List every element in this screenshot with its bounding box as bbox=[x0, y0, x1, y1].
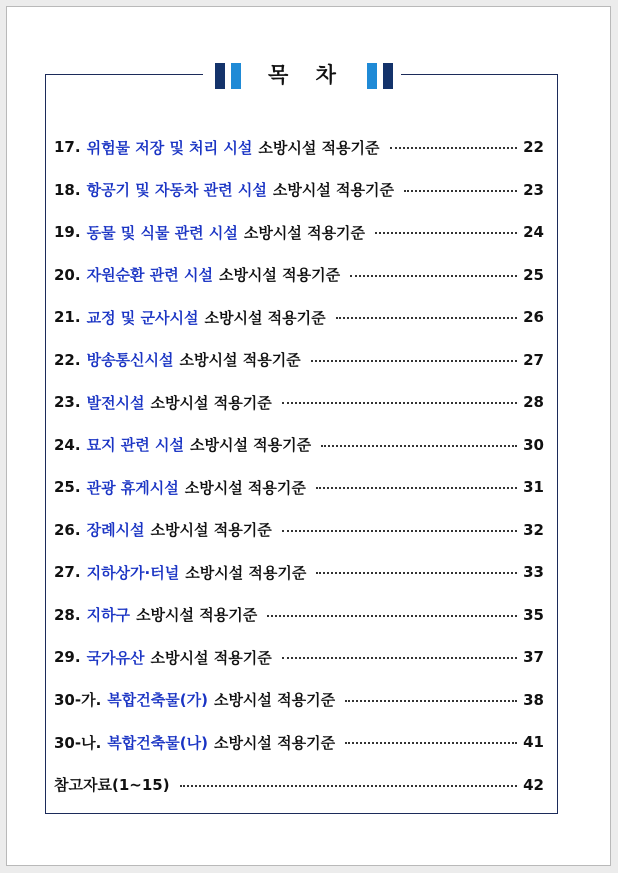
toc-entry[interactable] bbox=[54, 721, 544, 764]
entry-topic: 관광 휴게시설 bbox=[86, 478, 179, 497]
dot-leader bbox=[404, 190, 517, 192]
dot-leader bbox=[345, 742, 517, 744]
entry-number: 22. bbox=[54, 350, 81, 369]
entry-topic: 자원순환 관련 시설 bbox=[86, 266, 213, 285]
dot-leader bbox=[282, 530, 517, 532]
decorative-bar-dark-left bbox=[215, 63, 225, 89]
dot-leader bbox=[267, 615, 517, 617]
entry-topic: 방송통신시설 bbox=[86, 351, 174, 370]
dot-leader bbox=[316, 572, 517, 574]
entry-suffix: 소방시설 적용기준 bbox=[204, 308, 326, 327]
entry-suffix: 소방시설 적용기준 bbox=[218, 266, 341, 285]
toc-entry[interactable] bbox=[54, 339, 544, 382]
dot-leader bbox=[336, 317, 518, 319]
entry-suffix: 소방시설 적용기준 bbox=[150, 521, 272, 540]
entry-number: 17. bbox=[54, 138, 81, 157]
toc-header bbox=[45, 60, 558, 90]
entry-number: 26. bbox=[54, 520, 81, 539]
toc-entry[interactable] bbox=[54, 636, 544, 679]
entry-suffix: 소방시설 적용기준 bbox=[136, 606, 258, 625]
entry-topic: 지하상가·터널 bbox=[86, 563, 180, 582]
entry-page-number: 32 bbox=[523, 520, 544, 539]
entry-page-number: 37 bbox=[523, 648, 544, 667]
entry-suffix: 소방시설 적용기준 bbox=[179, 351, 301, 370]
entry-page-number: 27 bbox=[523, 350, 544, 369]
entry-page-number: 28 bbox=[523, 393, 544, 412]
toc-entry-references[interactable] bbox=[54, 764, 544, 807]
entry-topic: 지하구 bbox=[86, 606, 131, 625]
entry-page-number: 41 bbox=[523, 733, 544, 752]
dot-leader bbox=[345, 700, 517, 702]
entry-topic: 묘지 관련 시설 bbox=[86, 436, 184, 455]
toc-entry[interactable] bbox=[54, 509, 544, 552]
entry-suffix: 소방시설 적용기준 bbox=[189, 436, 312, 455]
entry-number: 18. bbox=[54, 180, 81, 199]
toc-entry[interactable] bbox=[54, 424, 544, 467]
dot-leader bbox=[390, 147, 518, 149]
toc-entry[interactable] bbox=[54, 296, 544, 339]
entry-suffix: 소방시설 적용기준 bbox=[150, 393, 272, 412]
entry-number: 24. bbox=[54, 435, 81, 454]
dot-leader bbox=[321, 445, 517, 447]
entry-number: 20. bbox=[54, 265, 81, 284]
entry-page-number: 35 bbox=[523, 605, 544, 624]
dot-leader bbox=[350, 275, 517, 277]
toc-entry[interactable] bbox=[54, 169, 544, 212]
toc-entry[interactable] bbox=[54, 126, 544, 169]
toc-entry[interactable] bbox=[54, 254, 544, 297]
entry-page-number: 33 bbox=[523, 563, 544, 582]
entry-number: 30-가. bbox=[54, 691, 102, 710]
entry-label: 참고자료(1~15) bbox=[54, 776, 170, 795]
dot-leader bbox=[316, 487, 517, 489]
entry-page-number: 26 bbox=[523, 308, 544, 327]
entry-page-number: 38 bbox=[523, 690, 544, 709]
entry-topic: 복합건축물(나) bbox=[107, 733, 208, 752]
entry-suffix: 소방시설 적용기준 bbox=[272, 181, 395, 200]
toc-title: 목 차 bbox=[268, 63, 346, 87]
toc-list bbox=[54, 126, 544, 806]
toc-entry[interactable] bbox=[54, 466, 544, 509]
entry-suffix: 소방시설 적용기준 bbox=[213, 733, 336, 752]
entry-suffix: 소방시설 적용기준 bbox=[150, 648, 272, 667]
dot-leader bbox=[180, 785, 518, 787]
entry-page-number: 31 bbox=[523, 478, 544, 497]
dot-leader bbox=[375, 232, 517, 234]
entry-topic: 동물 및 식물 관련 시설 bbox=[86, 223, 238, 242]
entry-number: 29. bbox=[54, 648, 81, 667]
entry-topic: 국가유산 bbox=[86, 648, 145, 667]
entry-page-number: 23 bbox=[523, 180, 544, 199]
toc-entry[interactable] bbox=[54, 679, 544, 722]
entry-page-number: 30 bbox=[523, 435, 544, 454]
toc-entry[interactable] bbox=[54, 381, 544, 424]
entry-page-number: 22 bbox=[523, 138, 544, 157]
entry-suffix: 소방시설 적용기준 bbox=[185, 563, 307, 582]
entry-page-number: 42 bbox=[523, 775, 544, 794]
entry-number: 21. bbox=[54, 308, 81, 327]
entry-number: 30-나. bbox=[54, 733, 102, 752]
entry-topic: 복합건축물(가) bbox=[107, 691, 208, 710]
entry-topic: 위험물 저장 및 처리 시설 bbox=[86, 138, 253, 157]
entry-number: 28. bbox=[54, 605, 81, 624]
entry-topic: 항공기 및 자동차 관련 시설 bbox=[86, 181, 267, 200]
entry-number: 19. bbox=[54, 223, 81, 242]
entry-number: 27. bbox=[54, 563, 81, 582]
toc-entry[interactable] bbox=[54, 551, 544, 594]
entry-suffix: 소방시설 적용기준 bbox=[243, 223, 366, 242]
decorative-bar-light-left bbox=[231, 63, 241, 89]
entry-suffix: 소방시설 적용기준 bbox=[258, 138, 380, 157]
entry-number: 25. bbox=[54, 478, 81, 497]
decorative-bar-light-right bbox=[367, 63, 377, 89]
dot-leader bbox=[282, 657, 517, 659]
entry-page-number: 24 bbox=[523, 223, 544, 242]
dot-leader bbox=[282, 402, 517, 404]
entry-topic: 교정 및 군사시설 bbox=[86, 308, 199, 327]
entry-suffix: 소방시설 적용기준 bbox=[184, 478, 306, 497]
entry-number: 23. bbox=[54, 393, 81, 412]
entry-suffix: 소방시설 적용기준 bbox=[213, 691, 336, 710]
entry-topic: 발전시설 bbox=[86, 393, 145, 412]
toc-entry[interactable] bbox=[54, 594, 544, 637]
entry-topic: 장례시설 bbox=[86, 521, 145, 540]
dot-leader bbox=[311, 360, 517, 362]
decorative-bar-dark-right bbox=[383, 63, 393, 89]
toc-entry[interactable] bbox=[54, 211, 544, 254]
entry-page-number: 25 bbox=[523, 265, 544, 284]
